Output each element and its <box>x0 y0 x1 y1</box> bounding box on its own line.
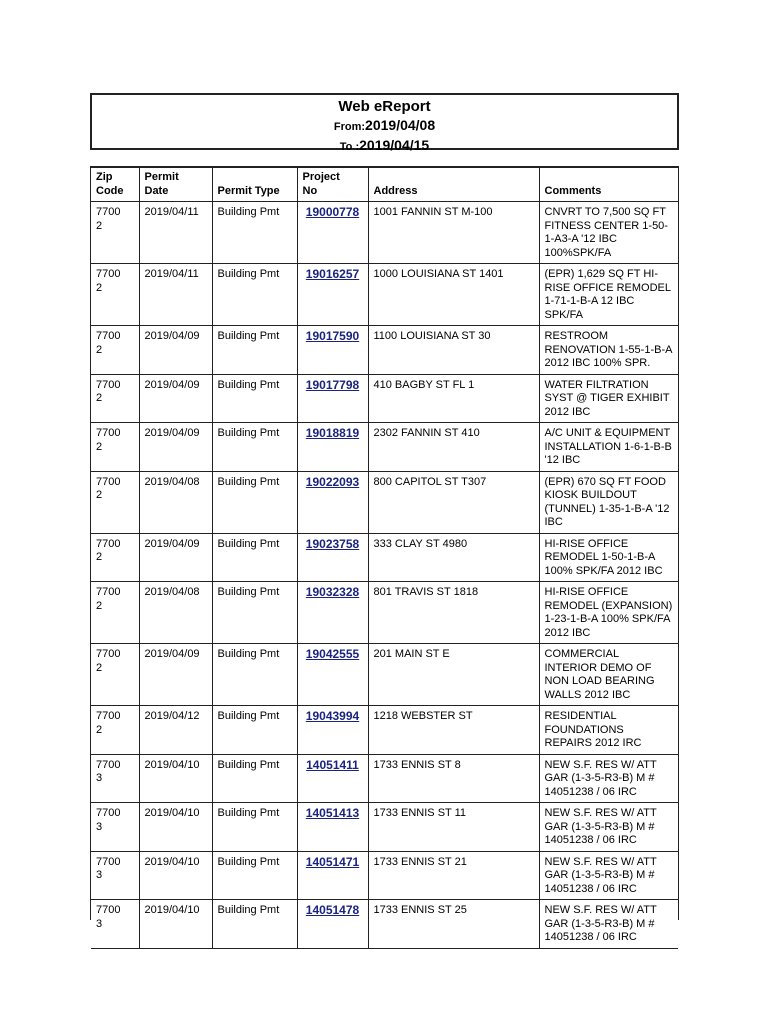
permit-table <box>91 168 678 949</box>
zip-code-cell: 7700 2 <box>91 706 139 755</box>
zip-code-cell: 7700 2 <box>91 374 139 423</box>
project-no-cell <box>297 264 368 326</box>
table-row <box>91 851 678 900</box>
project-link[interactable]: 19018819 <box>305 426 360 440</box>
header-project-no: Project No <box>297 168 368 202</box>
comments-cell: NEW S.F. RES W/ ATT GAR (1-3-5-R3-B) M # 14051238 / 06 IRC <box>539 900 678 949</box>
zip-code-cell: 7700 3 <box>91 900 139 949</box>
project-no-cell <box>297 374 368 423</box>
permit-type-cell: Building Pmt <box>212 706 297 755</box>
permit-type-cell: Building Pmt <box>212 326 297 375</box>
address-cell: 1733 ENNIS ST 11 <box>368 803 539 852</box>
header-comments: Comments <box>539 168 678 202</box>
permit-date-cell: 2019/04/09 <box>139 533 212 582</box>
zip-code-cell: 7700 3 <box>91 754 139 803</box>
table-row <box>91 706 678 755</box>
project-no-cell <box>297 803 368 852</box>
permit-type-cell: Building Pmt <box>212 533 297 582</box>
project-no-cell <box>297 644 368 706</box>
comments-cell: HI-RISE OFFICE REMODEL (EXPANSION) 1-23-1-B-A 100% SPK/FA 2012 IBC <box>539 582 678 644</box>
permit-date-cell: 2019/04/11 <box>139 264 212 326</box>
table-row <box>91 533 678 582</box>
address-cell: 1733 ENNIS ST 8 <box>368 754 539 803</box>
permit-type-cell: Building Pmt <box>212 423 297 472</box>
from-line <box>92 116 677 136</box>
zip-code-cell: 7700 2 <box>91 264 139 326</box>
header-permit-type: Permit Type <box>212 168 297 202</box>
permit-date-cell: 2019/04/12 <box>139 706 212 755</box>
to-line <box>92 136 677 156</box>
report-header <box>90 93 679 153</box>
permit-type-cell: Building Pmt <box>212 471 297 533</box>
table-row <box>91 374 678 423</box>
table-row <box>91 471 678 533</box>
permit-type-cell: Building Pmt <box>212 803 297 852</box>
permit-type-cell: Building Pmt <box>212 264 297 326</box>
permit-type-cell: Building Pmt <box>212 374 297 423</box>
permit-type-cell: Building Pmt <box>212 754 297 803</box>
comments-cell: (EPR) 1,629 SQ FT HI-RISE OFFICE REMODEL 1-71-1-B-A 12 IBC SPK/FA <box>539 264 678 326</box>
table-row <box>91 202 678 264</box>
comments-cell: WATER FILTRATION SYST @ TIGER EXHIBIT 2012 IBC <box>539 374 678 423</box>
comments-cell: HI-RISE OFFICE REMODEL 1-50-1-B-A 100% SPK/FA 2012 IBC <box>539 533 678 582</box>
address-cell: 2302 FANNIN ST 410 <box>368 423 539 472</box>
zip-code-cell: 7700 2 <box>91 644 139 706</box>
permit-date-cell: 2019/04/10 <box>139 803 212 852</box>
zip-code-cell: 7700 2 <box>91 326 139 375</box>
address-cell: 333 CLAY ST 4980 <box>368 533 539 582</box>
table-header-row <box>91 168 678 202</box>
project-link[interactable]: 14051478 <box>305 903 360 917</box>
permit-date-cell: 2019/04/08 <box>139 582 212 644</box>
comments-cell: NEW S.F. RES W/ ATT GAR (1-3-5-R3-B) M # 14051238 / 06 IRC <box>539 851 678 900</box>
zip-code-cell: 7700 2 <box>91 533 139 582</box>
table-row <box>91 582 678 644</box>
project-link[interactable]: 19016257 <box>305 267 360 281</box>
project-link[interactable]: 19017590 <box>305 329 360 343</box>
zip-code-cell: 7700 3 <box>91 803 139 852</box>
comments-cell: RESIDENTIAL FOUNDATIONS REPAIRS 2012 IRC <box>539 706 678 755</box>
project-no-cell <box>297 202 368 264</box>
permit-date-cell: 2019/04/10 <box>139 851 212 900</box>
permit-date-cell: 2019/04/10 <box>139 900 212 949</box>
project-link[interactable]: 19017798 <box>305 377 360 392</box>
address-cell: 410 BAGBY ST FL 1 <box>368 374 539 423</box>
from-label: From: <box>333 121 366 133</box>
address-cell: 1733 ENNIS ST 21 <box>368 851 539 900</box>
table-row <box>91 264 678 326</box>
permit-date-cell: 2019/04/09 <box>139 326 212 375</box>
permit-type-cell: Building Pmt <box>212 202 297 264</box>
comments-cell: NEW S.F. RES W/ ATT GAR (1-3-5-R3-B) M # 14051238 / 06 IRC <box>539 803 678 852</box>
project-link[interactable]: 14051413 <box>305 806 360 820</box>
project-link[interactable]: 14051471 <box>305 854 360 869</box>
zip-code-cell: 7700 3 <box>91 851 139 900</box>
project-link[interactable]: 19032328 <box>305 585 360 599</box>
address-cell: 1100 LOUISIANA ST 30 <box>368 326 539 375</box>
project-no-cell <box>297 706 368 755</box>
permit-date-cell: 2019/04/09 <box>139 374 212 423</box>
address-cell: 800 CAPITOL ST T307 <box>368 471 539 533</box>
permit-date-cell: 2019/04/09 <box>139 644 212 706</box>
project-link[interactable]: 19042555 <box>305 647 360 661</box>
project-no-cell <box>297 423 368 472</box>
from-date: 2019/04/08 <box>365 117 436 133</box>
table-row <box>91 644 678 706</box>
permit-type-cell: Building Pmt <box>212 900 297 949</box>
project-no-cell <box>297 471 368 533</box>
permit-type-cell: Building Pmt <box>212 582 297 644</box>
table-row <box>91 326 678 375</box>
zip-code-cell: 7700 2 <box>91 471 139 533</box>
address-cell: 1218 WEBSTER ST <box>368 706 539 755</box>
project-no-cell <box>297 900 368 949</box>
project-no-cell <box>297 582 368 644</box>
header-zip-code: Zip Code <box>91 168 139 202</box>
project-link[interactable]: 14051411 <box>306 757 359 772</box>
address-cell: 1001 FANNIN ST M-100 <box>368 202 539 264</box>
permit-date-cell: 2019/04/11 <box>139 202 212 264</box>
table-row <box>91 803 678 852</box>
report-title: Web eReport <box>338 98 431 115</box>
address-cell: 801 TRAVIS ST 1818 <box>368 582 539 644</box>
comments-cell: COMMERCIAL INTERIOR DEMO OF NON LOAD BEARING WALLS 2012 IBC <box>539 644 678 706</box>
zip-code-cell: 7700 2 <box>91 423 139 472</box>
zip-code-cell: 7700 2 <box>91 202 139 264</box>
to-label: To : <box>339 141 360 153</box>
permit-type-cell: Building Pmt <box>212 851 297 900</box>
permit-date-cell: 2019/04/08 <box>139 471 212 533</box>
permit-table-container <box>90 166 679 943</box>
address-cell: 201 MAIN ST E <box>368 644 539 706</box>
project-link[interactable]: 19000778 <box>305 205 360 219</box>
permit-date-cell: 2019/04/09 <box>139 423 212 472</box>
permit-date-cell: 2019/04/10 <box>139 754 212 803</box>
comments-cell: CNVRT TO 7,500 SQ FT FITNESS CENTER 1-50-1-A3-A '12 IBC 100%SPK/FA <box>539 202 678 264</box>
to-date: 2019/04/15 <box>359 137 430 153</box>
project-link[interactable]: 19022093 <box>305 474 360 489</box>
header-address: Address <box>368 168 539 202</box>
table-row <box>91 754 678 803</box>
project-no-cell <box>297 851 368 900</box>
project-no-cell <box>297 533 368 582</box>
address-cell: 1000 LOUISIANA ST 1401 <box>368 264 539 326</box>
comments-cell: A/C UNIT & EQUIPMENT INSTALLATION 1-6-1-B-B '12 IBC <box>539 423 678 472</box>
permit-type-cell: Building Pmt <box>212 644 297 706</box>
comments-cell: RESTROOM RENOVATION 1-55-1-B-A 2012 IBC 100% SPR. <box>539 326 678 375</box>
address-cell: 1733 ENNIS ST 25 <box>368 900 539 949</box>
project-no-cell <box>297 326 368 375</box>
comments-cell: (EPR) 670 SQ FT FOOD KIOSK BUILDOUT (TUNNEL) 1-35-1-B-A '12 IBC <box>539 471 678 533</box>
project-link[interactable]: 19043994 <box>305 709 360 723</box>
zip-code-cell: 7700 2 <box>91 582 139 644</box>
project-no-cell <box>297 754 368 803</box>
table-row <box>91 900 678 949</box>
project-link[interactable]: 19023758 <box>305 536 360 551</box>
comments-cell: NEW S.F. RES W/ ATT GAR (1-3-5-R3-B) M # 14051238 / 06 IRC <box>539 754 678 803</box>
table-row <box>91 423 678 472</box>
header-permit-date: Permit Date <box>139 168 212 202</box>
